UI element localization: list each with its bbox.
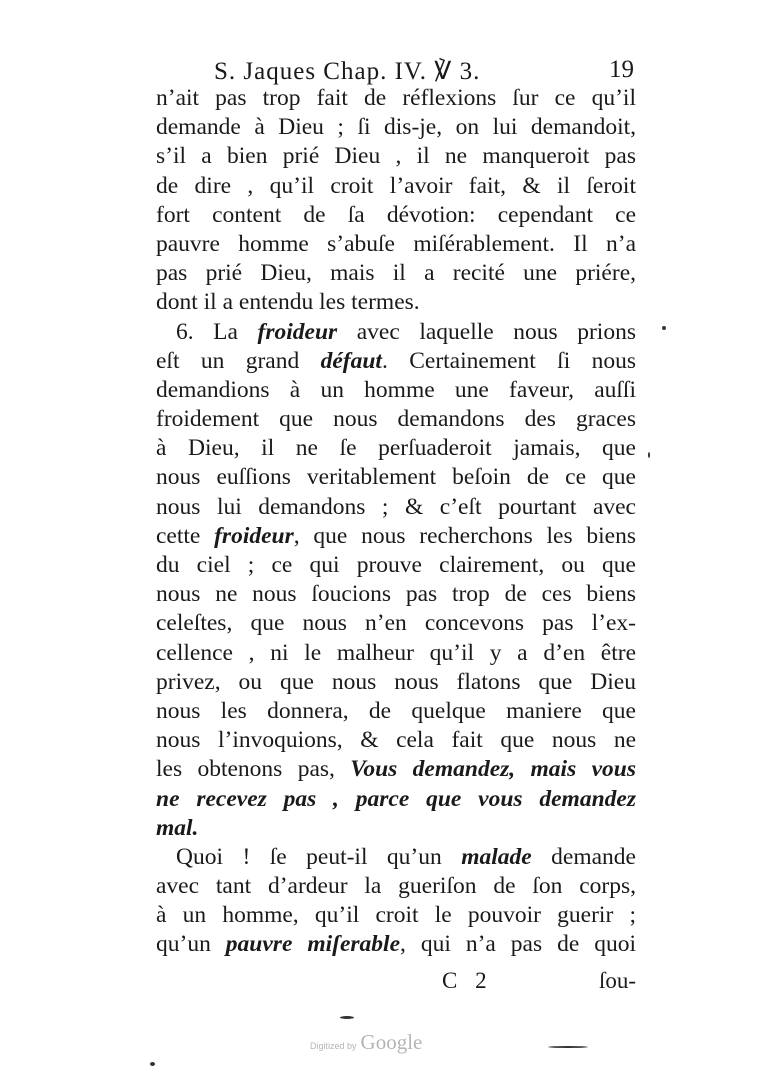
- paragraph-quoi: [156, 843, 636, 960]
- text-line: à un homme, qu’il croit le pouvoir guerir ;: [156, 902, 636, 929]
- text-line: [156, 785, 636, 814]
- text-line: nous lui demandons ; & c’eſt pourtant avec: [156, 493, 636, 520]
- catchword: ſou-: [598, 968, 636, 993]
- scripture-quote: mal.: [156, 814, 199, 841]
- text-line: n’ait pas trop fait de réflexions ſur ce qu’il: [156, 85, 636, 111]
- text-run: La: [193, 318, 258, 345]
- running-head: S. Jaques Chap. IV. ℣ 3.: [214, 58, 481, 85]
- text-line: froidement que nous demandons des graces: [156, 406, 636, 433]
- paragraph-continuation: [156, 84, 636, 318]
- text-line: nous l’invoquions, & cela fait que nous ne: [156, 727, 636, 754]
- text-run: , qui n’a pas de quoi: [400, 931, 637, 958]
- text-line: cellence , ni le malheur qu’il y a d’en être: [156, 639, 636, 666]
- text-line: privez, ou que nous nous flatons que Dieu: [156, 668, 636, 695]
- text-line: celeſtes, que nous n’en concevons pas l’ex-: [156, 610, 636, 637]
- text-line: nous euſſions veritablement beſoin de ce que: [156, 464, 636, 491]
- paragraph-6: [156, 318, 636, 843]
- watermark-prefix: Digitized by: [310, 1041, 357, 1051]
- text-run: les obtenons pas,: [156, 756, 351, 783]
- text-line: pauvre homme s’abuſe miſérablement. Il n’a: [156, 230, 636, 257]
- emphasis: froideur: [257, 318, 338, 345]
- text-line: nous ne nous ſoucions pas trop de ces biens: [156, 581, 636, 608]
- text-run: cette: [156, 522, 215, 549]
- text-run: eſt un grand: [156, 347, 321, 374]
- page-number: 19: [609, 56, 634, 83]
- ink-speck: [648, 452, 650, 458]
- text-line: pas prié Dieu, mais il a recité une priére,: [156, 260, 636, 287]
- digitized-watermark: [310, 1030, 470, 1054]
- text-line: s’il a bien prié Dieu , il ne manqueroit pas: [156, 143, 636, 170]
- emphasis: défaut: [320, 347, 382, 374]
- watermark-brand: Google: [360, 1030, 423, 1054]
- text-run: Quoi ! ſe peut-il qu’un: [176, 843, 462, 870]
- text-run: . Certainement ſi nous: [381, 347, 636, 374]
- paragraph-number: 6.: [176, 318, 194, 345]
- text-line: [156, 755, 636, 784]
- text-line: [156, 522, 636, 551]
- text-line: de dire , qu’il croit l’avoir fait, & il ſeroit: [156, 172, 636, 199]
- text-run: avec laquelle nous prions: [337, 318, 636, 345]
- text-line: du ciel ; ce qui prouve clairement, ou que: [156, 552, 636, 578]
- text-line: [156, 347, 636, 376]
- text-line: [156, 843, 636, 872]
- text-line: [156, 814, 636, 843]
- scripture-quote: ne recevez pas , parce que vous demandez: [156, 785, 636, 812]
- scripture-quote: Vous demandez, mais vous: [350, 756, 636, 783]
- body-text: [156, 84, 636, 960]
- text-line: demandions à un homme une faveur, auſſi: [156, 376, 636, 403]
- text-line: avec tant d’ardeur la gueriſon de ſon corps,: [156, 873, 636, 900]
- page-footer: [156, 968, 636, 998]
- emphasis: pauvre miſerable: [225, 931, 401, 958]
- text-run: , que nous recherchons les biens: [293, 522, 636, 549]
- ink-speck: [662, 326, 666, 330]
- text-run: qu’un: [156, 931, 226, 958]
- signature-mark: C 2: [442, 968, 493, 993]
- ink-speck: [340, 1016, 354, 1019]
- ink-speck: [150, 1062, 155, 1066]
- text-line: [156, 930, 636, 959]
- text-line: [156, 318, 636, 347]
- text-line: demande à Dieu ; ſi dis-je, on lui demandoit,: [156, 114, 636, 141]
- text-line: à Dieu, il ne ſe perſuaderoit jamais, que: [156, 435, 636, 462]
- text-line: nous les donnera, de quelque maniere que: [156, 697, 636, 724]
- ink-speck: [548, 1046, 588, 1048]
- emphasis: froideur: [214, 522, 294, 549]
- emphasis: malade: [461, 843, 532, 870]
- text-run: demande: [531, 843, 636, 870]
- text-line: fort content de ſa dévotion: cependant ce: [156, 201, 636, 228]
- text-line: dont il a entendu les termes.: [156, 289, 420, 316]
